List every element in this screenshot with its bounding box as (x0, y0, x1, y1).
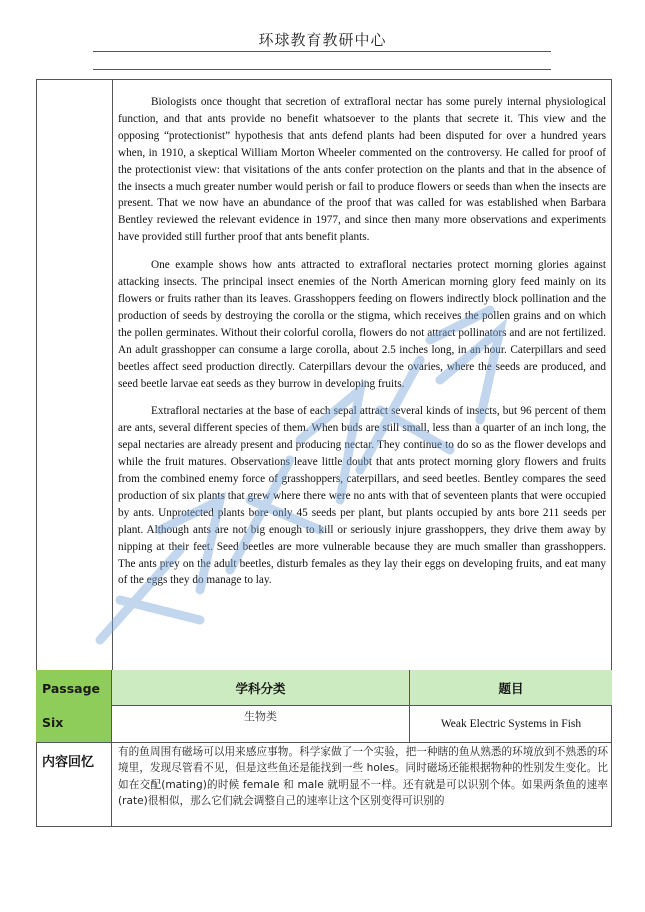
passage-number-cell (36, 670, 112, 742)
header-rule-bottom (93, 69, 551, 70)
passage-text (118, 94, 606, 600)
passage-paragraph-1: Biologists once thought that secretion of extrafloral nectar has some purely internal physiological function, and that ants provide no benefit whatsoever to the plants that secrete it. This view and the opposing “protectionist” hypothesis that ants defend plants had been disputed for over a hundred years when, in 1910, a skeptical William Morton Wheeler commented on the controversy. He called for proof of the protectionist view: that visitations of the ants confer protection on the plants and that in the absence of the insects a much greater number would perish or fail to produce flowers or seeds than when the insects are present. That we now have an abundance of the proof that was called for was established when Barbara Bentley reviewed the relevant evidence in 1977, and since then many more observations and experiments have provided still further proof that ants benefit plants. (118, 96, 606, 244)
passage-label: Passage (42, 681, 101, 696)
header-rule-top (93, 51, 551, 52)
subject-header-cell: 学科分类 (112, 670, 410, 705)
recall-label-cell: 内容回忆 (36, 743, 112, 827)
passage-paragraph-3: Extrafloral nectaries at the base of each sepal attract several kinds of insects, but 96 percent of them are ants, several different species of them. When buds are still small, less than a quarter of an inch long, the sepal nectaries are already present and producing nectar. They continue to do so as the flower develops and while the fruit matures. Observations leave little doubt that ants protect morning glory flowers and fruits from the combined enemy force of grasshoppers, caterpillars, and seed beetles. Bentley compares the seed production of six plants that grew where there were no ants with that of seventeen plants that were occupied by ants. Unprotected plants bore only 45 seeds per plant, but plants occupied by ants bore 211 seeds per plant. Although ants are not big enough to kill or seriously injure grasshoppers, they drive them away by nipping at their feet. Seed beetles are more vulnerable because they are much smaller than grasshoppers. The ants prey on the adult beetles, disturb females as they lay their eggs on developing fruits, and eat many of the eggs they do manage to lay. (118, 405, 606, 587)
title-value-cell: Weak Electric Systems in Fish (440, 718, 582, 730)
subject-value-cell: 生物类 (112, 706, 410, 742)
table-rule-742 (36, 742, 612, 743)
title-header-cell: 题目 (410, 670, 612, 705)
left-column-divider (112, 79, 113, 671)
passage-paragraph-2: One example shows how ants attracted to extrafloral nectaries protect morning glories against attacking insects. The principal insect enemies of the North American morning glory feed mainly on its flowers or fruits rather than its leaves. Grasshoppers feeding on flowers indirectly block pollination and the production of seeds by destroying the corolla or the stigma, which receives the pollen grains and on which the pollen germinates. Without their colorful corolla, flowers do not attract pollinators and are not fertilized. An adult grasshopper can consume a large corolla, about 2.5 inches long, in an hour. Caterpillars and seed beetles affect seed production directly. Caterpillars devour the ovaries, where the seeds are produced, and seed beetle larvae eat seeds as they burrow in developing fruits. (118, 259, 606, 390)
recall-text-cell: 有的鱼周围有磁场可以用来感应事物。科学家做了一个实验，把一种瞎的鱼从熟悉的环境放到不熟悉的环境里，发现尽管看不见，但是这些鱼还是能找到一些 holes。同时磁场还能根据物种的性别发生变化。比如在交配(mating)的时候 female 和 male 就明显不一样。还有就是可以识别个体。如果两条鱼的速率(rate)很相似，那么它们就会调整自己的速率让这个区别变得可识别的 (118, 746, 608, 808)
page-header-title: 环球教育教研中心 (258, 31, 387, 49)
passage-number: Six (42, 715, 64, 730)
